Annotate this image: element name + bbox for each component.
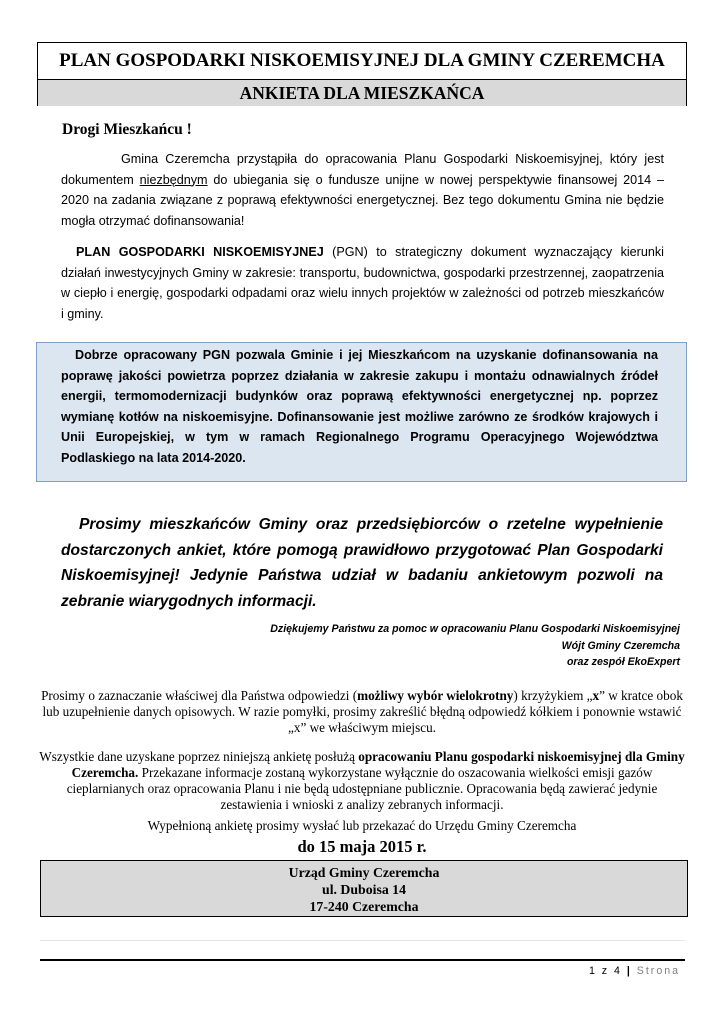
intro-p1-text-b: do ubiegania się o fundusze unijne w nowej perspektywie finansowej 2014 – 2020 na zadania związane z poprawą efektywności energetycznej. Bez tego dokumentu Gmina nie będzie mogła otrzymać dofinansowania! xyxy=(61,172,664,228)
instructions-paragraph xyxy=(36,688,688,736)
footer-separator: | xyxy=(626,965,632,977)
intro-p2-text: (PGN) to strategiczny dokument wyznaczający kierunki działań inwestycyjnych Gminy w zakresie: transportu, budownictwa, gospodarki przestrzennej, zaopatrzenia w ciepło i energię, gospodarki odpadami oraz wielu innych projektów w zależności od potrzeb mieszkańców i gminy. xyxy=(61,245,664,321)
title-box xyxy=(37,42,687,106)
p3-text-a: Prosimy o zaznaczanie właściwej dla Państwa odpowiedzi ( xyxy=(41,688,358,703)
footer-label: Strona xyxy=(636,965,680,977)
deadline: do 15 maja 2015 r. xyxy=(297,837,427,856)
address-line-3: 17-240 Czeremcha xyxy=(309,899,419,914)
address-line-2: ul. Duboisa 14 xyxy=(322,882,406,897)
intro-p2-bold: PLAN GOSPODARKI NISKOEMISYJNEJ xyxy=(76,245,324,259)
appeal-paragraph: Prosimy mieszkańców Gminy oraz przedsiębiorców o rzetelne wypełnienie dostarczonych ankiet, które pomogą prawidłowo przygotować Plan Gospodarki Niskoemisyjnej! Jedynie Państwa udział w badaniu ankietowym pozwoli na zebranie wiarygodnych informacji. xyxy=(61,516,663,610)
footer-divider xyxy=(40,959,685,961)
address-box xyxy=(40,860,688,917)
p4-text-c: Przekazane informacje zostaną wykorzystane wyłącznie do oszacowania wielkości emisji gazów cieplarnianych oraz opracowania Planu i nie będą udostępniane publicznie. Opracowania będą zawierać jedynie zestawienia i wnioski z analizy zebranych informacji. xyxy=(66,765,658,812)
data-usage-paragraph xyxy=(36,749,688,813)
intro-p1-text-a: Gmina Czeremcha przystąpiła do opracowania Planu Gospodarki Niskoemisyjnej, który jest dokumentem xyxy=(61,152,664,187)
greeting: Drogi Mieszkańcu ! xyxy=(62,121,192,138)
submission-note: Wypełnioną ankietę prosimy wysłać lub przekazać do Urzędu Gminy Czeremcha xyxy=(147,818,577,833)
thanks-signature xyxy=(270,621,680,671)
document-title: PLAN GOSPODARKI NISKOEMISYJNEJ DLA GMINY CZEREMCHA xyxy=(38,43,686,80)
p3-text-c: ) krzyżykiem „ xyxy=(513,688,593,703)
intro-p1-underlined: niezbędnym xyxy=(139,172,208,187)
p4-text-a: Wszystkie dane uzyskane poprzez niniejszą ankietę posłużą xyxy=(39,749,359,764)
thanks-line-2: Wójt Gminy Czeremcha xyxy=(561,639,680,652)
p3-text-d: ” w kratce obok lub uzupełnienie danych opisowych. W razie pomyłki, prosimy zakreślić błędną odpowiedź kółkiem i ponownie wstawić „x” we właściwym miejscu. xyxy=(42,688,683,735)
thanks-line-1: Dziękujemy Państwu za pomoc w opracowaniu Planu Gospodarki Niskoemisyjnej xyxy=(270,623,680,635)
thanks-line-3: oraz zespół EkoExpert xyxy=(566,656,680,668)
intro-paragraph-2 xyxy=(61,242,664,324)
p4-bold: opracowaniu Planu gospodarki niskoemisyjnej dla Gminy Czeremcha. xyxy=(71,749,685,780)
page-number: 1 z 4 xyxy=(588,965,622,977)
p3-bold: możliwy wybór wielokrotny xyxy=(357,688,514,703)
divider xyxy=(40,940,685,941)
intro-paragraph-1 xyxy=(61,149,664,231)
address-line-1: Urząd Gminy Czeremcha xyxy=(288,865,440,880)
document-subtitle: ANKIETA DLA MIESZKAŃCA xyxy=(38,80,686,106)
info-box-text: Dobrze opracowany PGN pozwala Gminie i jej Mieszkańcom na uzyskanie dofinansowania na poprawę jakości powietrza poprzez działania w zakresie zakupu i montażu odnawialnych źródeł energii, termomodernizacji budynków oraz poprawą efektywności energetycznej np. poprzez wymianę kotłów na niskoemisyjne. Dofinansowanie jest możliwe zarówno ze środków krajowych i Unii Europejskiej, w tym w ramach Regionalnego Programu Operacyjnego Województwa Podlaskiego na lata 2014-2020. xyxy=(61,348,658,465)
page-footer xyxy=(589,965,680,977)
p3-x-mark: x xyxy=(592,688,600,703)
